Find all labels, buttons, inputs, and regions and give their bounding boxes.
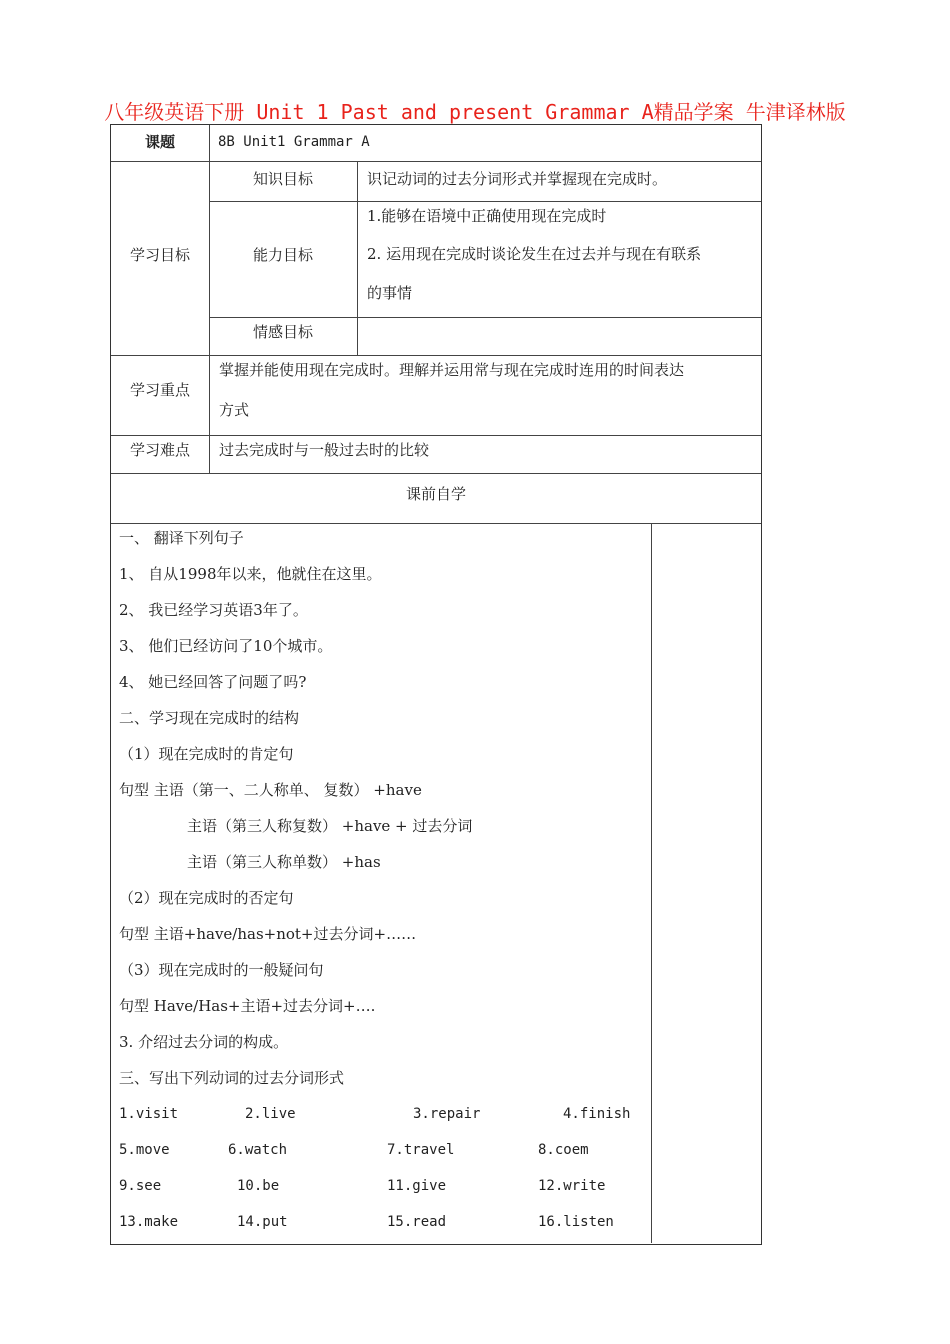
- verb-item: 11.give: [387, 1178, 447, 1194]
- ability-line-2: 2. 运用现在完成时谈论发生在过去并与现在有联系: [367, 245, 702, 263]
- row-divider: [209, 201, 761, 202]
- difficulty-label: 学习难点: [129, 441, 190, 459]
- column-divider: [651, 523, 652, 1243]
- knowledge-label: 知识目标: [252, 170, 313, 188]
- affirmative-pattern-3: 主语（第三人称单数） +has: [187, 853, 381, 871]
- document-title: 八年级英语下册 Unit 1 Past and present Grammar A精品学案 牛津译林版: [104, 100, 846, 124]
- verb-item: 14.put: [237, 1214, 288, 1230]
- part2-point3: 3. 介绍过去分词的构成。: [119, 1033, 289, 1051]
- difficulty-value: 过去完成时与一般过去时的比较: [219, 441, 430, 459]
- ability-line-3: 的事情: [367, 284, 413, 302]
- affirmative-pattern-1: 句型 主语（第一、二人称单、 复数） +have: [119, 781, 422, 799]
- verb-item: 13.make: [119, 1214, 179, 1230]
- question-heading: （3）现在完成时的一般疑问句: [119, 961, 324, 979]
- verb-item: 7.travel: [387, 1142, 455, 1158]
- verb-item: 2.live: [245, 1106, 296, 1122]
- focus-label: 学习重点: [129, 381, 190, 399]
- verb-item: 1.visit: [119, 1106, 179, 1122]
- negative-heading: （2）现在完成时的否定句: [119, 889, 294, 907]
- section-heading: 课前自学: [405, 485, 466, 503]
- affirmative-pattern-2: 主语（第三人称复数） +have + 过去分词: [187, 817, 473, 835]
- row-divider: [209, 317, 761, 318]
- goals-label: 学习目标: [129, 246, 190, 264]
- verb-item: 9.see: [119, 1178, 162, 1194]
- row-divider: [111, 473, 761, 474]
- sentence-3: 3、 他们已经访问了10个城市。: [119, 637, 333, 655]
- verb-item: 5.move: [119, 1142, 170, 1158]
- focus-line-2: 方式: [219, 401, 250, 419]
- verb-item: 8.coem: [538, 1142, 589, 1158]
- knowledge-value: 识记动词的过去分词形式并掌握现在完成时。: [367, 170, 668, 188]
- sentence-4: 4、 她已经回答了问题了吗?: [119, 673, 307, 691]
- topic-label: 课题: [144, 133, 175, 151]
- emotion-label: 情感目标: [252, 323, 313, 341]
- verb-item: 10.be: [237, 1178, 280, 1194]
- row-divider: [111, 523, 761, 524]
- negative-pattern: 句型 主语+have/has+not+过去分词+……: [119, 925, 417, 943]
- verb-item: 15.read: [387, 1214, 447, 1230]
- affirmative-heading: （1）现在完成时的肯定句: [119, 745, 294, 763]
- ability-label: 能力目标: [252, 246, 313, 264]
- verb-item: 6.watch: [228, 1142, 288, 1158]
- focus-line-1: 掌握并能使用现在完成时。理解并运用常与现在完成时连用的时间表达: [219, 361, 685, 379]
- sentence-2: 2、 我已经学习英语3年了。: [119, 601, 308, 619]
- part2-heading: 二、学习现在完成时的结构: [119, 709, 300, 727]
- lesson-plan-table: [110, 124, 762, 1245]
- part1-heading: 一、 翻译下列句子: [119, 529, 244, 547]
- verb-item: 16.listen: [538, 1214, 614, 1230]
- verb-item: 3.repair: [413, 1106, 481, 1122]
- sentence-1: 1、 自从1998年以来，他就住在这里。: [119, 565, 382, 583]
- ability-line-1: 1.能够在语境中正确使用现在完成时: [367, 207, 607, 225]
- verb-item: 12.write: [538, 1178, 606, 1194]
- column-divider: [357, 161, 358, 355]
- topic-value: 8B Unit1 Grammar A: [218, 134, 370, 150]
- part3-heading: 三、写出下列动词的过去分词形式: [119, 1069, 345, 1087]
- question-pattern: 句型 Have/Has+主语+过去分词+….: [119, 997, 376, 1015]
- verb-item: 4.finish: [563, 1106, 631, 1122]
